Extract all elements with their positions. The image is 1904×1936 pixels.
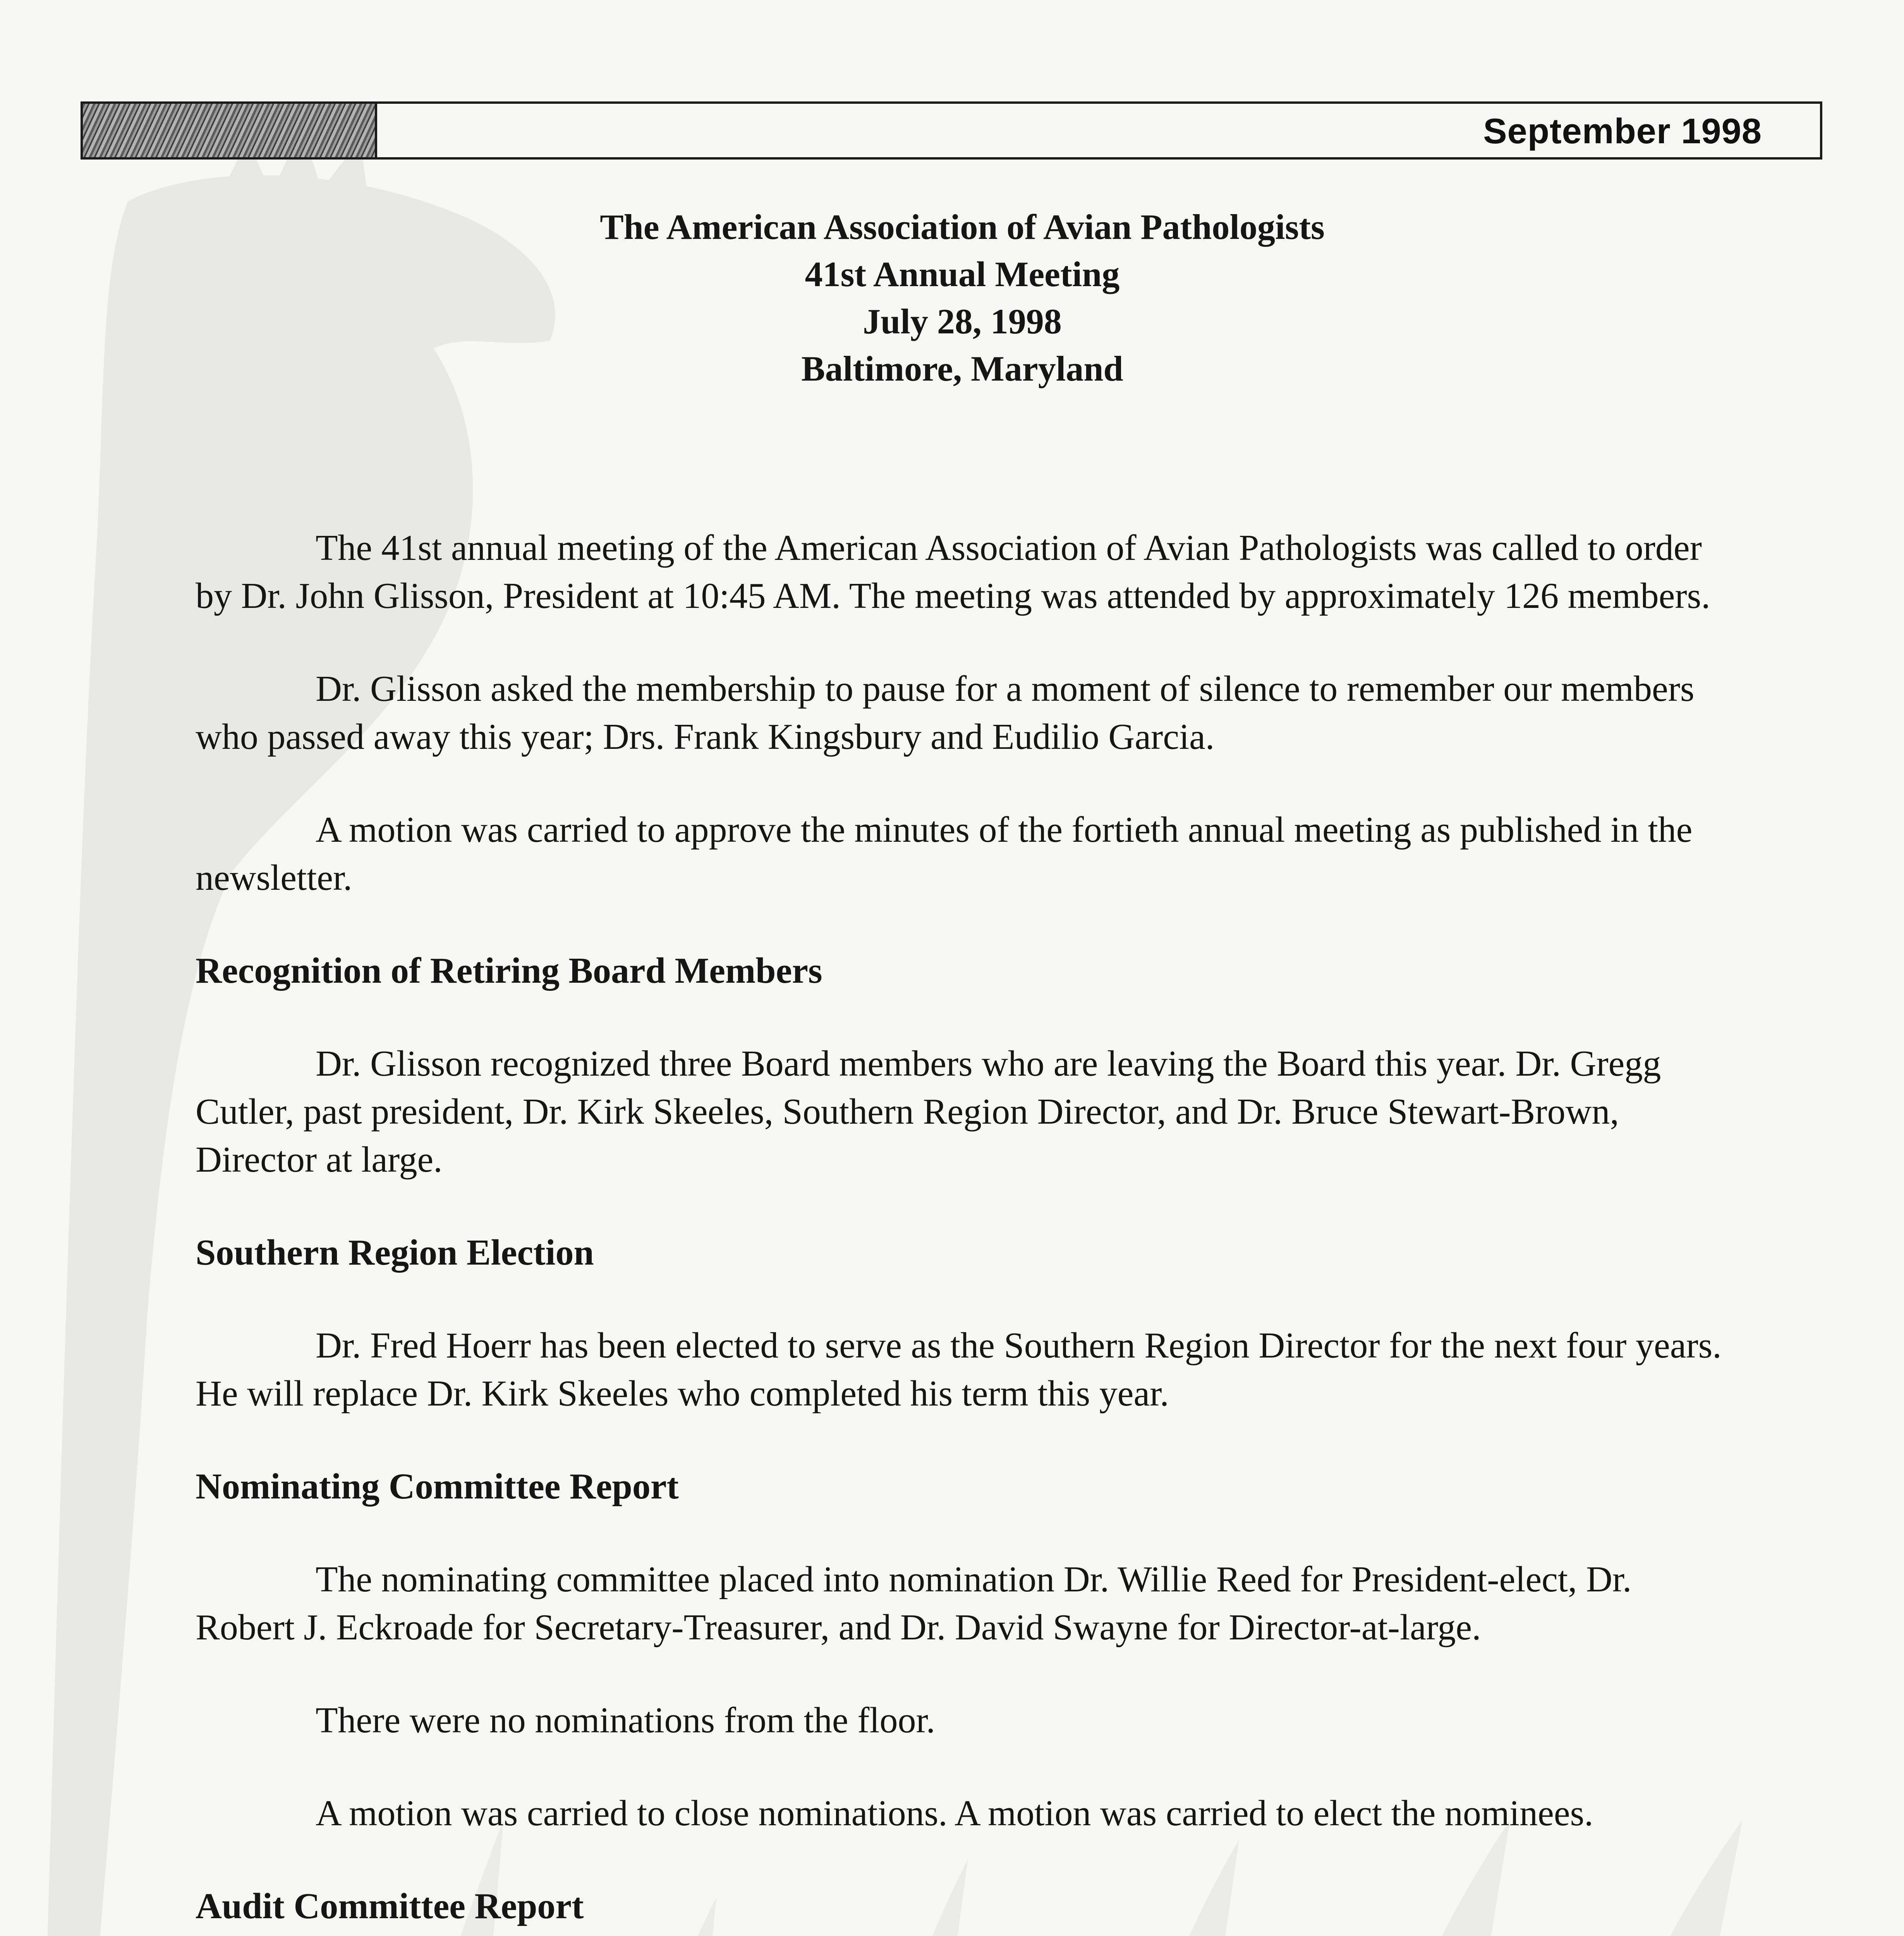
section-heading-retiring-board: Recognition of Retiring Board Members (196, 951, 822, 991)
title-line-location: Baltimore, Maryland (801, 349, 1123, 388)
meeting-title-block (196, 203, 1729, 392)
intro-paragraph-2: Dr. Glisson asked the membership to pause for a moment of silence to remember our members who passed away this year; Drs. Frank Kingsbury and Eudilio Garcia. (196, 669, 1695, 757)
intro-paragraph-1: The 41st annual meeting of the American Association of Avian Pathologists was called to order by Dr. John Glisson, President at 10:45 AM. The meeting was attended by approximately 126 members. (196, 528, 1710, 616)
nominating-paragraph-3: A motion was carried to close nominations. A motion was carried to elect the nominees. (316, 1793, 1593, 1833)
title-line-organization: The American Association of Avian Pathologists (600, 207, 1325, 247)
retiring-board-paragraph: Dr. Glisson recognized three Board members who are leaving the Board this year. Dr. Gregg Cutler, past president, Dr. Kirk Skeeles, Southern Region Director, and Dr. Bruce Stewart-Brown, Director at large. (196, 1044, 1661, 1180)
title-line-date: July 28, 1998 (863, 302, 1062, 341)
southern-election-paragraph: Dr. Fred Hoerr has been elected to serve as the Southern Region Director for the next four years. He will replace Dr. Kirk Skeeles who completed his term this year. (196, 1325, 1722, 1414)
issue-date: September 1998 (1483, 112, 1762, 151)
main-content (196, 203, 1729, 1936)
section-heading-audit-committee: Audit Committee Report (196, 1886, 584, 1926)
header-bar (81, 101, 1822, 160)
intro-paragraph-3: A motion was carried to approve the minutes of the fortieth annual meeting as published in the newsletter. (196, 810, 1693, 898)
section-heading-southern-election: Southern Region Election (196, 1232, 594, 1273)
header-texture-block (83, 104, 377, 157)
title-line-meeting: 41st Annual Meeting (805, 254, 1120, 294)
nominating-paragraph-1: The nominating committee placed into nomination Dr. Willie Reed for President-elect, Dr. Robert J. Eckroade for Secretary-Treasurer, and Dr. David Swayne for Director-at-large. (196, 1559, 1632, 1648)
section-heading-nominating-committee: Nominating Committee Report (196, 1466, 679, 1507)
nominating-paragraph-2: There were no nominations from the floor. (316, 1700, 936, 1740)
